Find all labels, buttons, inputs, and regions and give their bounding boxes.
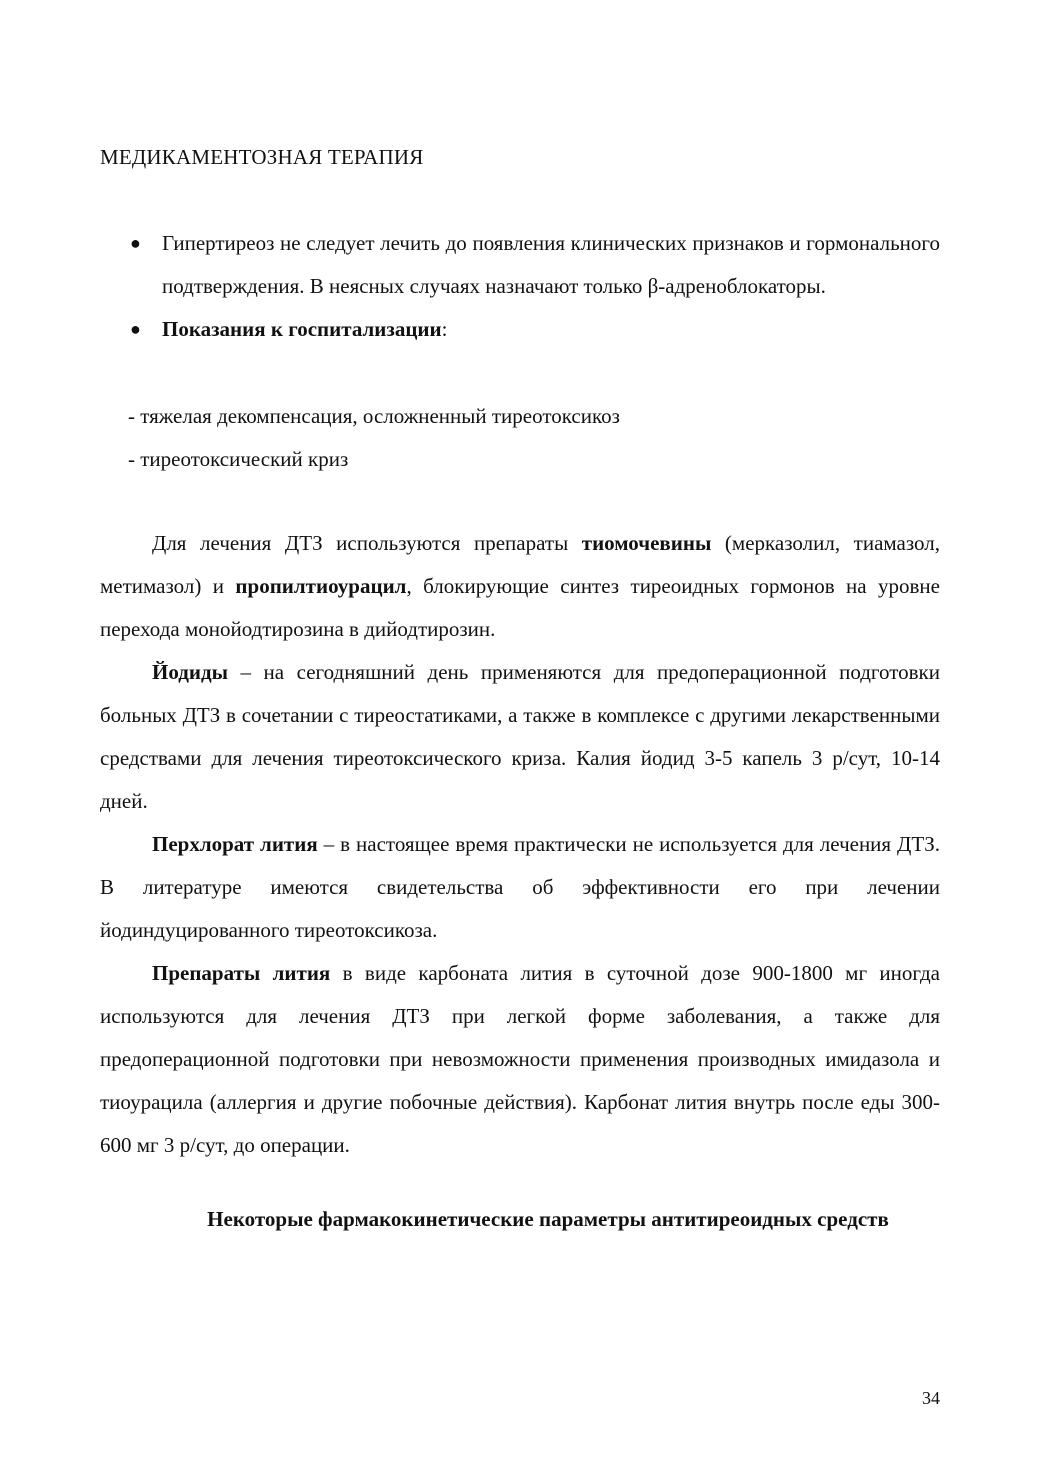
dash-item: - тяжелая декомпенсация, осложненный тиреотоксикоз [128,404,620,428]
bold-term: Препараты лития [152,961,331,985]
paragraph-thiourea [100,522,940,651]
paragraph-lithium-preparations [100,952,940,1167]
text-run: , блокирующие синтез тиреоидных гормонов на уровне перехода монойодтирозина в дийодтирозин. [100,574,940,641]
dash-list [128,395,928,481]
bullet-item [100,222,940,308]
bold-term: тиомочевины [581,531,712,555]
text-run: Для лечения ДТЗ используются препараты [152,531,582,555]
paragraph-iodides [100,651,940,823]
text-run: в виде карбоната лития в суточной дозе 900-1800 мг иногда используются для лечения ДТЗ при легкой форме заболевания, а также для предоперационной подготовки при невозможности применения производных имидазола и тиоурацила (аллергия и другие побочные действия). Карбонат лития внутрь после еды 300-600 мг 3 р/сут, до операции. [100,961,940,1157]
bold-term: Йодиды [152,660,228,684]
text-run: – в настоящее время практически не используется для лечения ДТЗ. В литературе имеются свидетельства об эффективности его при лечении йодиндуцированного тиреотоксикоза. [100,832,940,942]
body-text [100,522,940,1167]
bullet-text: : [441,317,448,341]
bold-term: пропилтиоурацил [235,574,407,598]
text-run: – на сегодняшний день применяются для предоперационной подготовки больных ДТЗ в сочетании с тиреостатиками, а также в комплексе с другими лекарственными средствами для лечения тиреотоксического криза. Калия йодид 3-5 капель 3 р/сут, 10-14 дней. [100,660,940,813]
section-title: МЕДИКАМЕНТОЗНАЯ ТЕРАПИЯ [100,145,424,169]
page-number: 34 [922,1388,940,1408]
paragraph-lithium-perchlorate [100,823,940,952]
bullet-dot-icon: ● [130,233,141,253]
bullet-dot-icon: ● [130,319,141,339]
bold-term: Перхлорат лития [152,832,318,856]
text-run: (мерказолил, тиамазол, метимазол) и [100,531,940,598]
bullet-list [100,222,940,351]
bullet-item [100,308,940,351]
bullet-bold-label: Показания к госпитализации [162,317,442,341]
dash-item: - тиреотоксический криз [128,447,349,471]
table-caption: Некоторые фармакокинетические параметры антитиреоидных средств [207,1207,889,1231]
bullet-text: Гипертиреоз не следует лечить до появления клинических признаков и гормонального подтверждения. В неясных случаях назначают только β-адреноблокаторы. [162,231,940,298]
